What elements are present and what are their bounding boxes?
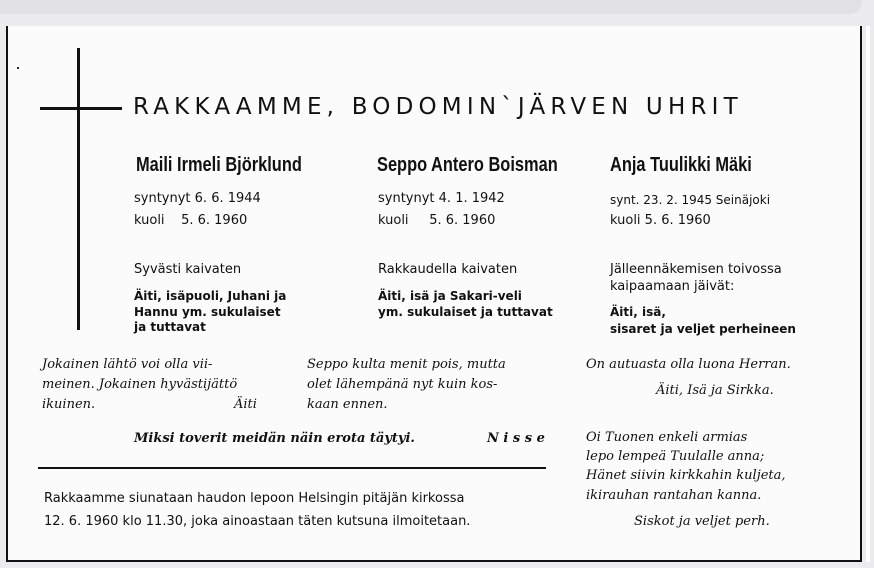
mourn-intro-3: Jälleennäkemisen toivossa: [610, 262, 782, 277]
tab-strip: [0, 0, 862, 14]
mourn-intro-2: Rakkaudella kaivaten: [378, 262, 518, 277]
mourners-1-line-3: ja tuttavat: [134, 320, 206, 334]
victim-death-1: kuoli 5. 6. 1960: [134, 213, 248, 228]
victim-name-1: Maili Irmeli Björklund: [136, 154, 302, 176]
victim-name-2: Seppo Antero Boisman: [377, 154, 558, 176]
speck-mark: [17, 67, 19, 69]
victim-death-3: kuoli 5. 6. 1960: [610, 213, 711, 228]
verse-left-line-3: ikuinen.: [42, 397, 96, 412]
cross-vertical: [77, 48, 80, 330]
verse-mid-line-1: Seppo kulta menit pois, mutta: [307, 357, 506, 372]
obituary-title: RAKKAAMME, BODOMIN`JÄRVEN UHRIT: [133, 94, 743, 120]
funeral-line-2: 12. 6. 1960 klo 11.30, joka ainoastaan täten kutsuna ilmoitetaan.: [44, 514, 471, 529]
cross-horizontal: [40, 107, 122, 110]
verse-mid-line-2: olet lähempänä nyt kuin kos-: [307, 377, 498, 392]
mourners-3-line-2: Äiti, isä,: [610, 305, 666, 319]
poem-line-1: Oi Tuonen enkeli armias: [586, 430, 748, 445]
mourn-intro-1: Syvästi kaivaten: [134, 262, 242, 277]
divider-rule: [38, 467, 546, 469]
mourners-3-line-3: sisaret ja veljet perheineen: [610, 322, 796, 336]
victim-death-2: kuoli 5. 6. 1960: [378, 213, 496, 228]
verse-left-line-1: Jokainen lähtö voi olla vii-: [42, 357, 213, 372]
page-edge: [866, 26, 870, 562]
victim-birth-2: syntynyt 4. 1. 1942: [378, 191, 505, 206]
funeral-line-1: Rakkaamme siunataan haudon lepoon Helsingin pitäjän kirkossa: [44, 491, 465, 506]
verse-mid-line-3: kaan ennen.: [307, 397, 388, 412]
verse-right-line: On autuasta olla luona Herran.: [586, 357, 791, 372]
mourners-1-line-2: Hannu ym. sukulaiset: [134, 305, 281, 319]
mourners-2-line-1: Äiti, isä ja Sakari-veli: [378, 289, 522, 303]
friends-line: Miksi toverit meidän näin erota täytyi.: [134, 431, 415, 446]
verse-left-signature: Äiti: [234, 397, 257, 412]
mourners-2-line-2: ym. sukulaiset ja tuttavat: [378, 305, 553, 319]
verse-right-signature: Äiti, Isä ja Sirkka.: [656, 383, 774, 398]
friends-signature: N i s s e: [487, 431, 545, 446]
verse-left-line-2: meinen. Jokainen hyvästijättö: [42, 377, 238, 392]
top-bar: [0, 0, 874, 22]
poem-line-4: ikirauhan rantahan kanna.: [586, 488, 762, 503]
victim-birth-1: syntynyt 6. 6. 1944: [134, 191, 261, 206]
poem-line-2: lepo lempeä Tuulalle anna;: [586, 449, 765, 464]
victim-birth-3: synt. 23. 2. 1945 Seinäjoki: [610, 193, 771, 207]
mourners-1-line-1: Äiti, isäpuoli, Juhani ja: [134, 289, 287, 303]
mourners-3-line-1: kaipaamaan jäivät:: [610, 279, 735, 294]
victim-name-3: Anja Tuulikki Mäki: [610, 154, 752, 176]
poem-signature: Siskot ja veljet perh.: [634, 514, 770, 529]
poem-line-3: Hänet siivin kirkkahin kuljeta,: [586, 468, 786, 483]
